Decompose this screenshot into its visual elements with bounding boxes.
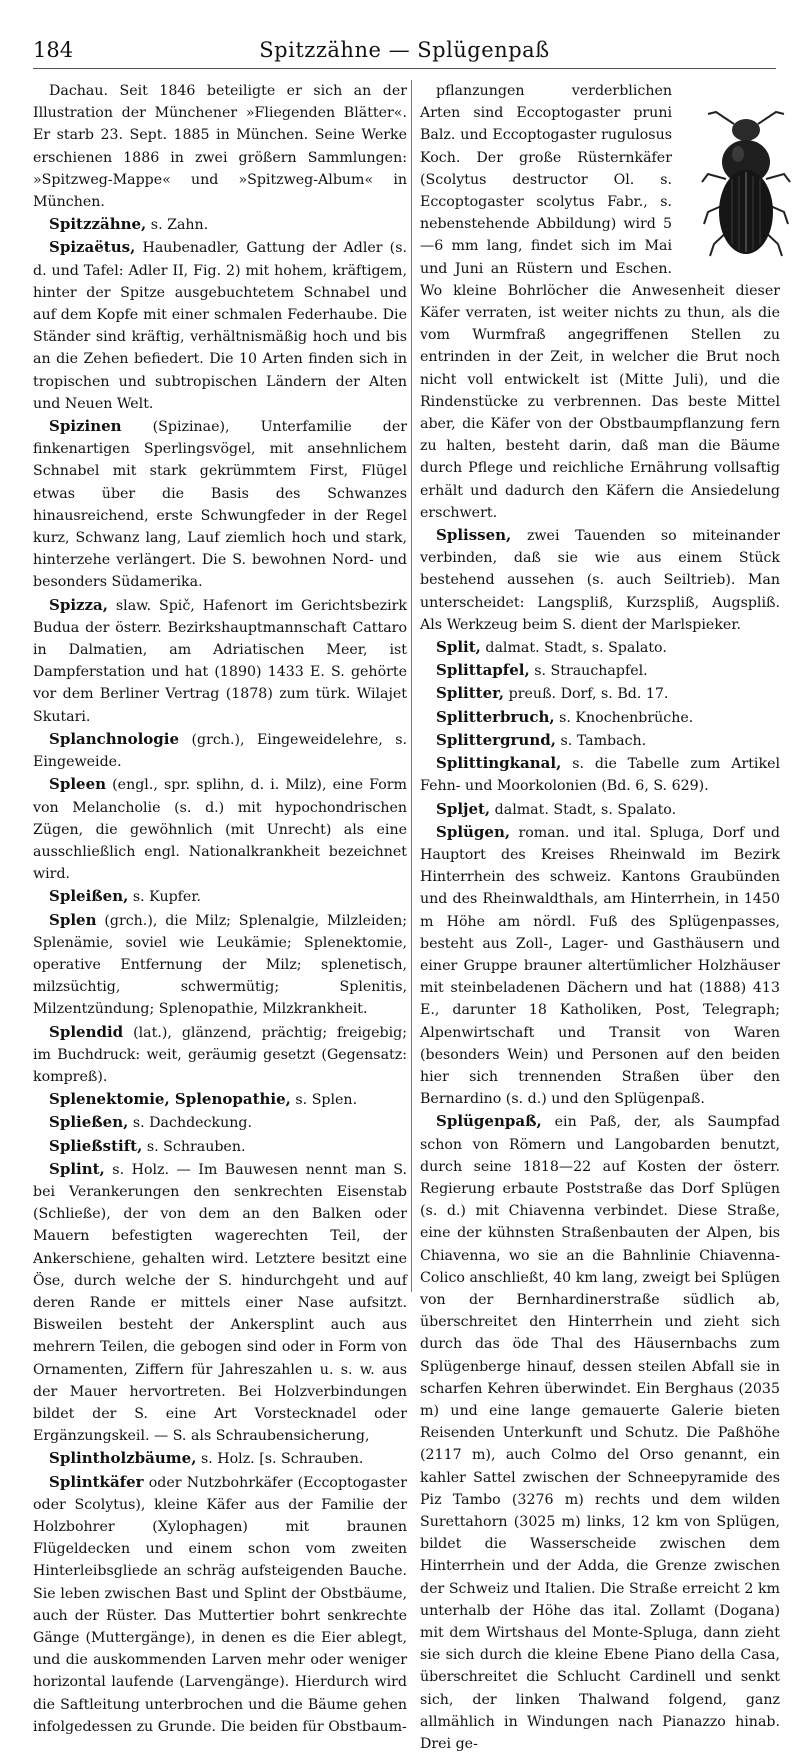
entry-headword: Splenektomie, Splenopathie, <box>49 1090 291 1109</box>
entry-text: s. Holz. [s. Schrauben. <box>200 1451 364 1468</box>
entry-text: (grch.), Eingeweidelehre, s. Eingeweide. <box>33 731 407 771</box>
entry-headword: Spitzzähne, <box>49 215 147 234</box>
dictionary-entry <box>33 415 407 594</box>
entry-text: ein Paß, der, als Saumpfad schon von Römern und Langobarden benutzt, durch seine 1818—22 auf Kosten der österr. Regierung erbaute Poststraße das Dorf Splügen (s. d.) mit Chiavenna verbindet. Diese Straße, eine der kühnsten Straßenbauten der Alpen, bis Chiavenna, wo sie an die Bahnlinie Chiavenna-Colico anschließt, 40 km lang, zweigt bei Splügen von der Bernhardinerstraße südlich ab, überschreitet den Hinterrhein und zieht sich durch das öde Thal des Häusernbachs zum Splügenberge hinauf, dessen steilen Abfall sie in scharfen Kehren überwindet. Ein Berghaus (2035 m) und eine lange gemauerte Galerie bieten Reisenden Unterkunft und Schutz. Die Paßhöhe (2117 m), auch Colmo del Orso genannt, ein kahler Sattel zwischen der Schneepyramide des Piz Tambo (3276 m) rechts und dem wilden Surettahorn (3025 m) links, 12 km von Splügen, bildet die Wasserscheide zwischen dem Hinterrhein und der Adda, die Grenze zwischen der Schweiz und Italien. Die Straße erreicht 2 km unterhalb der Höhe das ital. Zollamt (Dogana) mit dem Wirtshaus del Monte-Spluga, dann zieht sie sich durch die kleine Ebene Piano della Casa, überschreitet die Schlucht Cardinell und senkt sich, der linken Thalwand folgend, ganz allmählich in Windungen nach Pianazzo hinab. Drei ge- <box>420 1114 780 1753</box>
dictionary-entry <box>33 80 407 213</box>
page-header <box>33 38 776 69</box>
entry-text: zwei Tauenden so miteinander verbinden, daß sie wie aus einem Stück bestehend aussehen (s. auch Seiltrieb). Man unterscheidet: Langspliß, Kurzspliß, Augspliß. Als Werkzeug beim S. dient der Marlspieker. <box>420 528 780 633</box>
entry-headword: Splitterbruch, <box>436 707 555 726</box>
dictionary-entry <box>420 524 780 636</box>
entry-text: s. Schrauben. <box>146 1138 246 1155</box>
entry-text: s. Strauchapfel. <box>534 663 648 680</box>
dictionary-entry <box>33 728 407 773</box>
entry-headword: Splittingkanal, <box>436 754 562 773</box>
entry-text: pflanzungen verderblichen Arten sind Eccoptogaster pruni Balz. und Eccoptogaster rugulosus Koch. Der große Rüsternkäfer (Scolytus destructor Ol. s. Eccoptogaster scolytus Fabr., s. nebenstehende Abbildung) wird 5—6 mm lang, findet sich im Mai und Juni an Rüstern und Eschen. Wo kleine Bohrlöcher die Anwesenheit dieser Käfer verraten, ist weiter nichts zu thun, als die vom Wurmfraß angegriffenen Stellen zu entrinden in der Zeit, in welcher die Brut noch nicht voll entwickelt ist (Mitte Juli), und die Rindenstücke zu verbrennen. Das beste Mittel aber, die Käfer von der Obstbaumpflanzung fern zu halten, besteht darin, daß man die Bäume durch Pflege und reichliche Ernährung vollsaftig erhält und dadurch den Käfern die Ansiedelung erschwert. <box>420 83 780 521</box>
dictionary-entry <box>420 706 780 729</box>
dictionary-entry <box>420 821 780 1111</box>
dictionary-entry <box>420 798 780 821</box>
entry-headword: Split, <box>436 638 481 657</box>
dictionary-entry <box>33 594 407 728</box>
entry-headword: Spljet, <box>436 799 491 818</box>
dictionary-entry <box>33 1021 407 1089</box>
entry-headword: Spizaëtus, <box>49 238 136 257</box>
entry-headword: Splissen, <box>436 526 512 545</box>
entry-headword: Spließen, <box>49 1113 129 1132</box>
dictionary-entry <box>33 1158 407 1448</box>
entry-text: s. Dachdeckung. <box>132 1115 252 1132</box>
entry-text: s. Tambach. <box>560 732 647 749</box>
entry-headword: Splittapfel, <box>436 661 530 680</box>
entry-headword: Spließstift, <box>49 1136 143 1155</box>
left-column <box>33 80 408 1735</box>
entry-headword: Splanchnologie <box>49 729 180 748</box>
entry-text: dalmat. Stadt, s. Spalato. <box>485 640 667 657</box>
entry-text: s. Holz. — Im Bauwesen nennt man S. bei Verankerungen den senkrechten Eisenstab (Schließe), der von dem an den Balken oder Mauern befestigten wagerechten Teil, der Ankerschiene, gehalten wird. Letztere besitzt eine Öse, durch welche der S. hindurchgeht und auf deren Rande er mittels einer Nase aufsitzt. Bisweilen besteht der Ankersplint auch aus mehrern Teilen, die gebogen sind oder in Form von Ornamenten, Ziffern für Jahreszahlen u. s. w. aus der Mauer hervortreten. Bei Holzverbindungen bildet der S. eine Art Vorstecknadel oder Ergänzungskeil. — S. als Schraubensicherung, <box>33 1161 407 1445</box>
dictionary-entry <box>33 885 407 908</box>
right-column <box>420 80 781 1753</box>
entry-text: Dachau. Seit 1846 beteiligte er sich an der Illustration der Münchener »Fliegenden Blätter«. Er starb 23. Sept. 1885 in München. Seine Werke erschienen 1886 in zwei größern Sammlungen: »Spitzweg-Mappe« und »Spitzweg-Album« in München. <box>33 83 407 211</box>
entry-headword: Splittergrund, <box>436 730 556 749</box>
dictionary-entry <box>420 636 780 659</box>
dictionary-entry <box>33 773 407 885</box>
column-divider <box>411 80 412 1292</box>
entry-headword: Splügenpaß, <box>436 1112 542 1131</box>
entry-text: (Spizinae), Unterfamilie der finkenartigen Sperlingsvögel, mit ansehnlichem Schnabel mit stark gekrümmtem First, Flügel etwas über die Basis des Schwanzes hinausreichend, erste Schwungfeder in der Regel kurz, Schwanz lang, Lauf ziemlich hoch und stark, hinterzehe verlängert. Die S. bewohnen Nord- und besonders Südamerika. <box>33 419 407 591</box>
dictionary-entry <box>33 213 407 236</box>
dictionary-entry <box>33 1447 407 1470</box>
entry-text: slaw. Spič, Hafenort im Gerichtsbezirk Budua der österr. Bezirkshauptmannschaft Cattaro in Dalmatien, am Adriatischen Meer, ist Dampferstation und hat (1890) 1433 E. S. gehörte vor dem Berliner Vertrag (1878) zum türk. Wilajet Skutari. <box>33 597 407 725</box>
entry-headword: Splint, <box>49 1159 105 1178</box>
entry-text: roman. und ital. Spluga, Dorf und Hauptort des Kreises Rheinwald im Bezirk Hinterrhein des schweiz. Kantons Graubünden und des Rheinwaldthals, am Hinterrhein, in 1450 m Höhe am nördl. Fuß des Splügenpasses, besteht aus Zoll-, Lager- und Gasthäusern und einer Gruppe brauner altertümlicher Holzhäuser mit steinbeladenen Dächern und hat (1888) 413 E., darunter 18 Katholiken, Post, Telegraph; Alpenwirtschaft und Transit von Waren (besonders Wein) und Personen auf den beiden hier sich trennenden Straßen über den Bernardino (s. d.) und den Splügenpaß. <box>420 824 780 1108</box>
dictionary-entry <box>420 682 780 705</box>
entry-headword: Splintholzbäume, <box>49 1449 197 1468</box>
entry-headword: Splintkäfer <box>49 1472 144 1491</box>
entry-text: s. Splen. <box>295 1092 358 1109</box>
dictionary-entry <box>420 80 780 524</box>
dictionary-entry <box>33 1111 407 1134</box>
entry-text: (lat.), glänzend, prächtig; freigebig; im Buchdruck: weit, geräumig gesetzt (Gegensatz: kompreß). <box>33 1024 407 1085</box>
dictionary-entry <box>33 909 407 1021</box>
entry-headword: Splitter, <box>436 684 505 703</box>
dictionary-entry <box>33 236 407 415</box>
entry-text: s. die Tabelle zum Artikel Fehn- und Moorkolonien (Bd. 6, S. 629). <box>420 756 781 795</box>
entry-headword: Splügen, <box>436 822 511 841</box>
page-number: 184 <box>33 38 74 62</box>
entry-text: (grch.), die Milz; Splenalgie, Milzleiden; Splenämie, soviel wie Leukämie; Splenektomie, operative Entfernung der Milz; splenetisch, milzsüchtig, schwermütig; Splenitis, Milzentzündung; Splenopathie, Milzkrankheit. <box>33 912 407 1018</box>
dictionary-entry <box>33 1088 407 1111</box>
entry-headword: Spizza, <box>49 595 108 614</box>
entry-text: s. Knochenbrüche. <box>559 709 694 726</box>
entry-text: preuß. Dorf, s. Bd. 17. <box>508 686 669 703</box>
running-title: Spitzzähne — Splügenpaß <box>259 38 550 62</box>
entry-text: s. Kupfer. <box>132 889 202 906</box>
entry-headword: Spizinen <box>49 417 122 436</box>
entry-headword: Splendid <box>49 1022 124 1041</box>
dictionary-entry <box>420 1110 780 1755</box>
entry-headword: Spleißen, <box>49 887 129 906</box>
dictionary-entry <box>33 1135 407 1158</box>
dictionary-entry <box>420 659 780 682</box>
entry-text: Haubenadler, Gattung der Adler (s. d. und Tafel: Adler II, Fig. 2) mit hohem, kräftigem, hinter der Spitze ausgebuchtetem Schnabel und auf dem Kopfe mit einer schmalen Federhaube. Die Ständer sind kräftig, verhältnismäßig hoch und bis an die Zehen befiedert. Die 10 Arten finden sich in tropischen und subtropischen Ländern der Alten und Neuen Welt. <box>33 240 408 412</box>
dictionary-entry <box>420 752 780 797</box>
dictionary-entry <box>420 729 780 752</box>
beetle-illustration <box>680 84 780 274</box>
entry-text: oder Nutzbohrkäfer (Eccoptogaster oder Scolytus), kleine Käfer aus der Familie der Holzbohrer (Xylophagen) mit braunen Flügeldecken und einem schon vom zweiten Hinterleibsgliede an schräg aufsteigenden Bauche. Sie leben zwischen Bast und Splint der Obstbäume, auch der Rüster. Das Muttertier bohrt senkrechte Gänge (Muttergänge), in denen es die Eier ablegt, und die auskommenden Larven mehr oder weniger horizontal laufende (Larvengänge). Hierdurch wird die Saftleitung unterbrochen und die Bäume gehen infolgedessen zu Grunde. Die beiden für Obstbaum- <box>33 1474 407 1735</box>
entry-headword: Splen <box>49 910 97 929</box>
entry-text: dalmat. Stadt, s. Spalato. <box>494 801 677 818</box>
entry-text: (engl., spr. splihn, d. i. Milz), eine Form von Melancholie (s. d.) mit hypochondrischen Zügen, die gewöhnlich (mit Unrecht) als eine ausschließlich engl. Nationalkrankheit bezeichnet wird. <box>33 777 408 883</box>
entry-text: s. Zahn. <box>150 217 209 234</box>
entry-headword: Spleen <box>49 775 107 794</box>
dictionary-entry <box>33 1471 407 1738</box>
